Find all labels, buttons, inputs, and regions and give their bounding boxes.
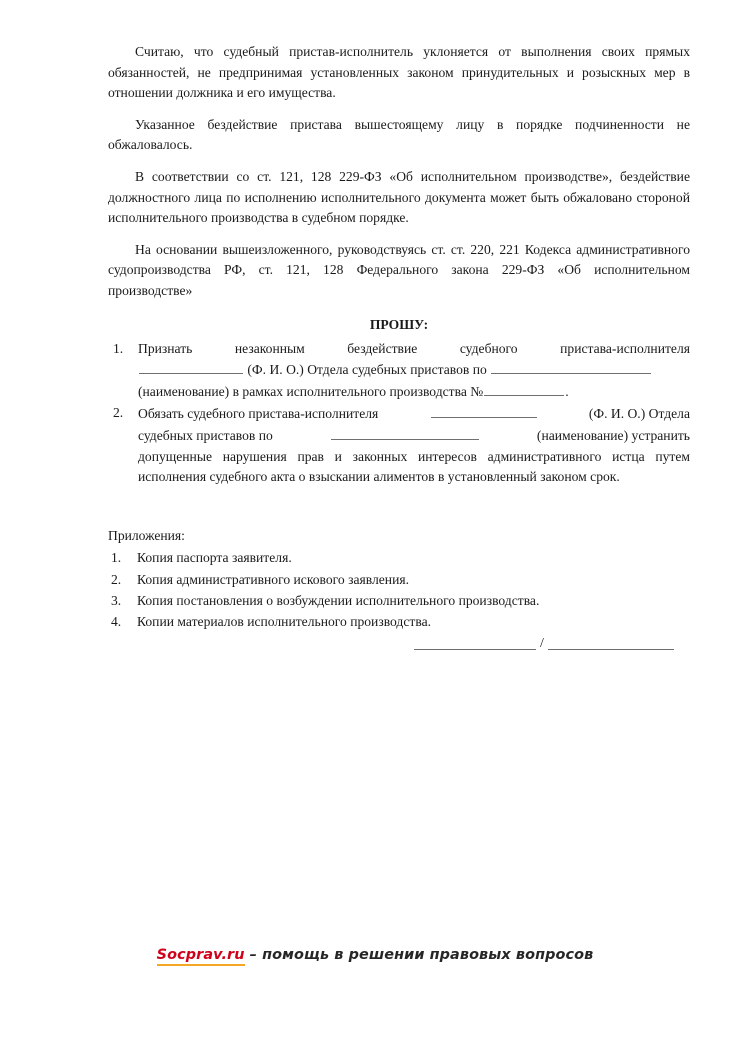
attachments-list: [108, 547, 690, 632]
request-item-2-seg-d: (наименование) устранить: [536, 427, 690, 443]
request-item-2-line-1: [138, 403, 690, 425]
attachment-label: Копия постановления о возбуждении исполнительного производства.: [137, 592, 540, 608]
attachment-label: Копия административного искового заявления.: [137, 571, 410, 587]
paragraph-1: Считаю, что судебный пристав-исполнитель уклоняется от выполнения своих прямых обязанностей, не предпринимая установленных законом принудительных и розыскных мер в отношении должника и его имущества.: [108, 44, 690, 101]
attachments-title: Приложения:: [108, 527, 185, 543]
blank-field-fio-1[interactable]: [139, 359, 243, 374]
attachment-item: [108, 547, 690, 568]
request-item-1: [108, 339, 690, 403]
document-body: [108, 42, 690, 632]
blank-field-dept-2[interactable]: [331, 425, 479, 440]
footer-watermark: [0, 947, 750, 963]
request-item-2-line-2: [138, 425, 690, 447]
request-item-1-seg-c: .: [565, 383, 569, 399]
paragraph-2: Указанное бездействие пристава вышестоящему лицу в порядке подчиненности не обжаловалось.: [108, 116, 690, 153]
attachment-label: Копия паспорта заявителя.: [137, 550, 292, 566]
blank-field-fio-2[interactable]: [431, 403, 537, 418]
footer-tagline: – помощь в решении правовых вопросов: [244, 947, 594, 963]
request-item-2-seg-b: (Ф. И. О.) Отдела: [588, 406, 690, 422]
attachment-item: [108, 611, 690, 632]
paragraph-4: На основании вышеизложенного, руководствуясь ст. ст. 220, 221 Кодекса административного судопроизводства РФ, ст. 121, 128 Федерального закона 229-ФЗ «Об исполнительном производстве»: [108, 241, 690, 298]
attachment-item: [108, 569, 690, 590]
blank-field-dept-1[interactable]: [491, 359, 651, 374]
request-item-2: [108, 403, 690, 487]
request-list: [108, 339, 690, 488]
attachment-item: [108, 590, 690, 611]
footer-brand-link[interactable]: Socprav.ru: [157, 947, 245, 966]
request-item-2-tail: допущенные нарушения прав и законных интересов административного истца путем исполнения судебного акта о взыскании алиментов в установленный законом срок.: [138, 448, 690, 485]
paragraph-3: В соответствии со ст. 121, 128 229-ФЗ «Об исполнительном производстве», бездействие должностного лица по исполнению исполнительного документа может быть обжаловано стороной исполнительного производства в судебном порядке.: [108, 168, 690, 226]
request-item-1-seg-b: (наименование) в рамках исполнительного производства №: [138, 383, 484, 399]
attachment-label: Копии материалов исполнительного производства.: [137, 614, 431, 630]
signature-line-right[interactable]: [548, 636, 674, 650]
spacer: [108, 489, 690, 526]
request-item-2-seg-c: судебных приставов по: [138, 427, 273, 443]
request-item-1-line-2: [138, 359, 690, 381]
signature-separator: /: [540, 636, 544, 651]
signature-block: [414, 636, 674, 650]
request-item-1-line-3: [138, 381, 690, 403]
blank-field-case-number[interactable]: [484, 381, 564, 396]
request-item-1-line-1: [138, 339, 690, 360]
signature-line-left[interactable]: [414, 636, 536, 650]
request-item-1-seg-a: (Ф. И. О.) Отдела судебных приставов по: [247, 362, 487, 378]
request-item-1-text: Признать незаконным бездействие судебного пристава-исполнителя: [138, 340, 690, 356]
request-heading: ПРОШУ:: [369, 316, 429, 332]
request-item-2-seg-a: Обязать судебного пристава-исполнителя: [138, 406, 379, 422]
